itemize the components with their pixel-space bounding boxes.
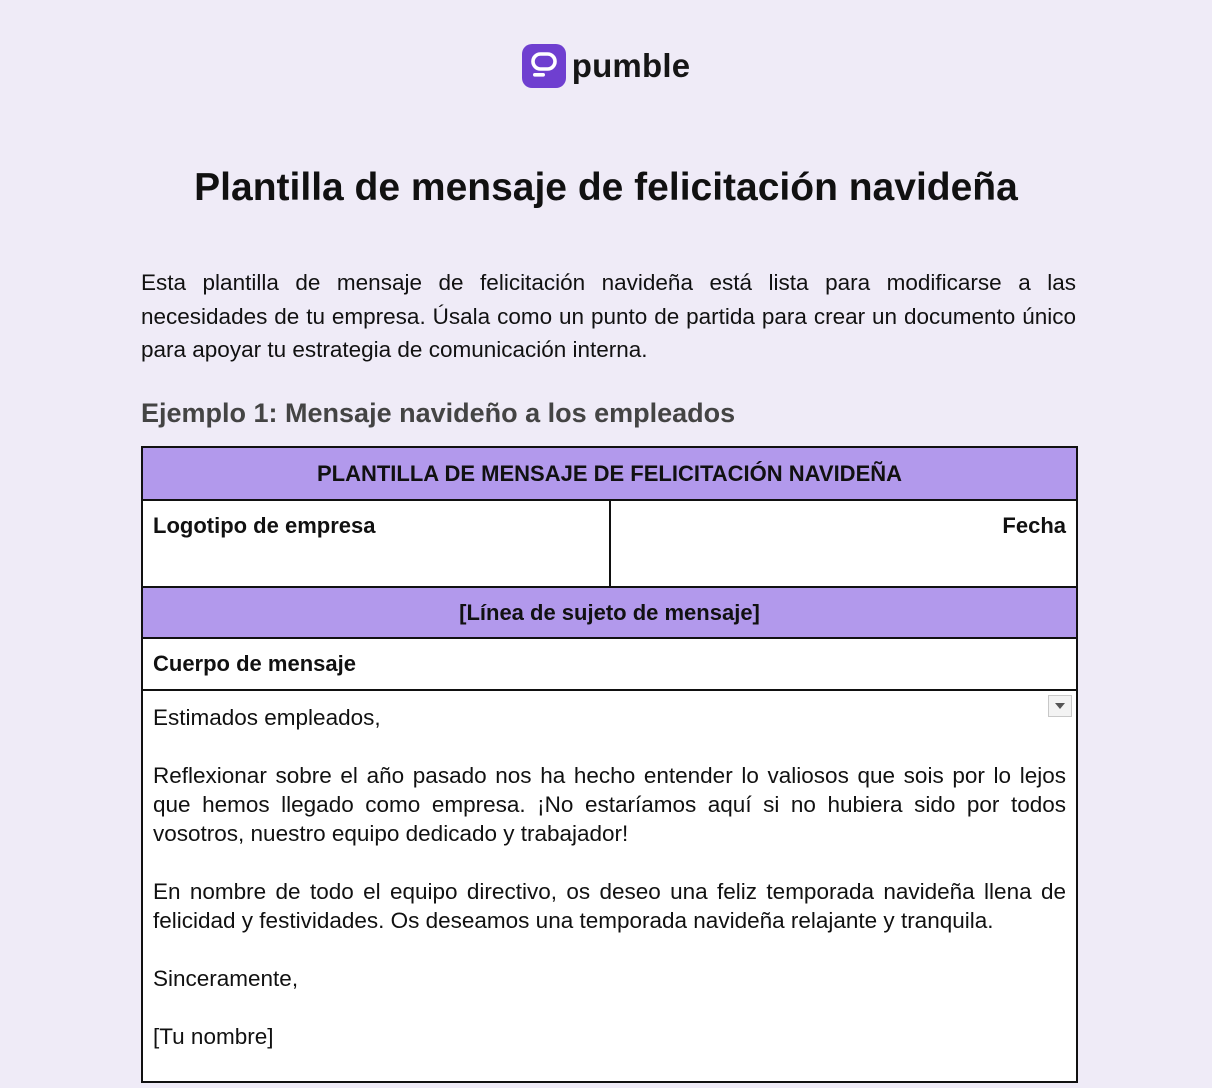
company-logo-cell[interactable] xyxy=(143,501,609,586)
date-cell[interactable] xyxy=(609,501,1077,586)
body-label: Cuerpo de mensaje xyxy=(153,651,356,676)
body-closing: Sinceramente, xyxy=(153,966,299,991)
message-template-table xyxy=(141,446,1078,1083)
body-paragraph-1: Reflexionar sobre el año pasado nos ha hecho entender lo valiosos que sois por lo lejos que hemos llegado como empresa. ¡No estaríamos aquí si no hubiera sido por todos vosotros, nuestro equipo dedicado y trabajador! xyxy=(153,763,1066,846)
pumble-logo-icon xyxy=(522,44,566,88)
body-paragraph-2: En nombre de todo el equipo directivo, os deseo una feliz temporada navideña llena de felicidad y festividades. Os deseamos una temporada navideña relajante y tranquila. xyxy=(153,879,1066,933)
body-signature: [Tu nombre] xyxy=(153,1024,274,1049)
message-body-cell[interactable] xyxy=(143,689,1076,1081)
chevron-down-icon xyxy=(1053,701,1067,711)
body-label-row xyxy=(143,637,1076,689)
subject-label: [Línea de sujeto de mensaje] xyxy=(459,599,760,625)
subject-row[interactable] xyxy=(143,586,1076,637)
logo-date-row xyxy=(143,499,1076,586)
document-title: Plantilla de mensaje de felicitación navideña xyxy=(194,166,1018,209)
example-heading: Ejemplo 1: Mensaje navideño a los empleados xyxy=(141,398,736,428)
dropdown-toggle-button[interactable] xyxy=(1048,695,1072,717)
brand-name: pumble xyxy=(571,47,691,84)
date-label: Fecha xyxy=(1002,513,1066,538)
intro-paragraph: Esta plantilla de mensaje de felicitación navideña está lista para modificarse a las necesidades de tu empresa. Úsala como un punto de partida para crear un documento único para apoyar tu estrategia de comunicación interna. xyxy=(141,270,1076,362)
body-greeting: Estimados empleados, xyxy=(153,705,381,730)
brand-header xyxy=(0,44,1212,88)
template-header-label: PLANTILLA DE MENSAJE DE FELICITACIÓN NAVIDEÑA xyxy=(316,460,903,486)
company-logo-label: Logotipo de empresa xyxy=(153,513,376,538)
template-header xyxy=(143,448,1076,499)
